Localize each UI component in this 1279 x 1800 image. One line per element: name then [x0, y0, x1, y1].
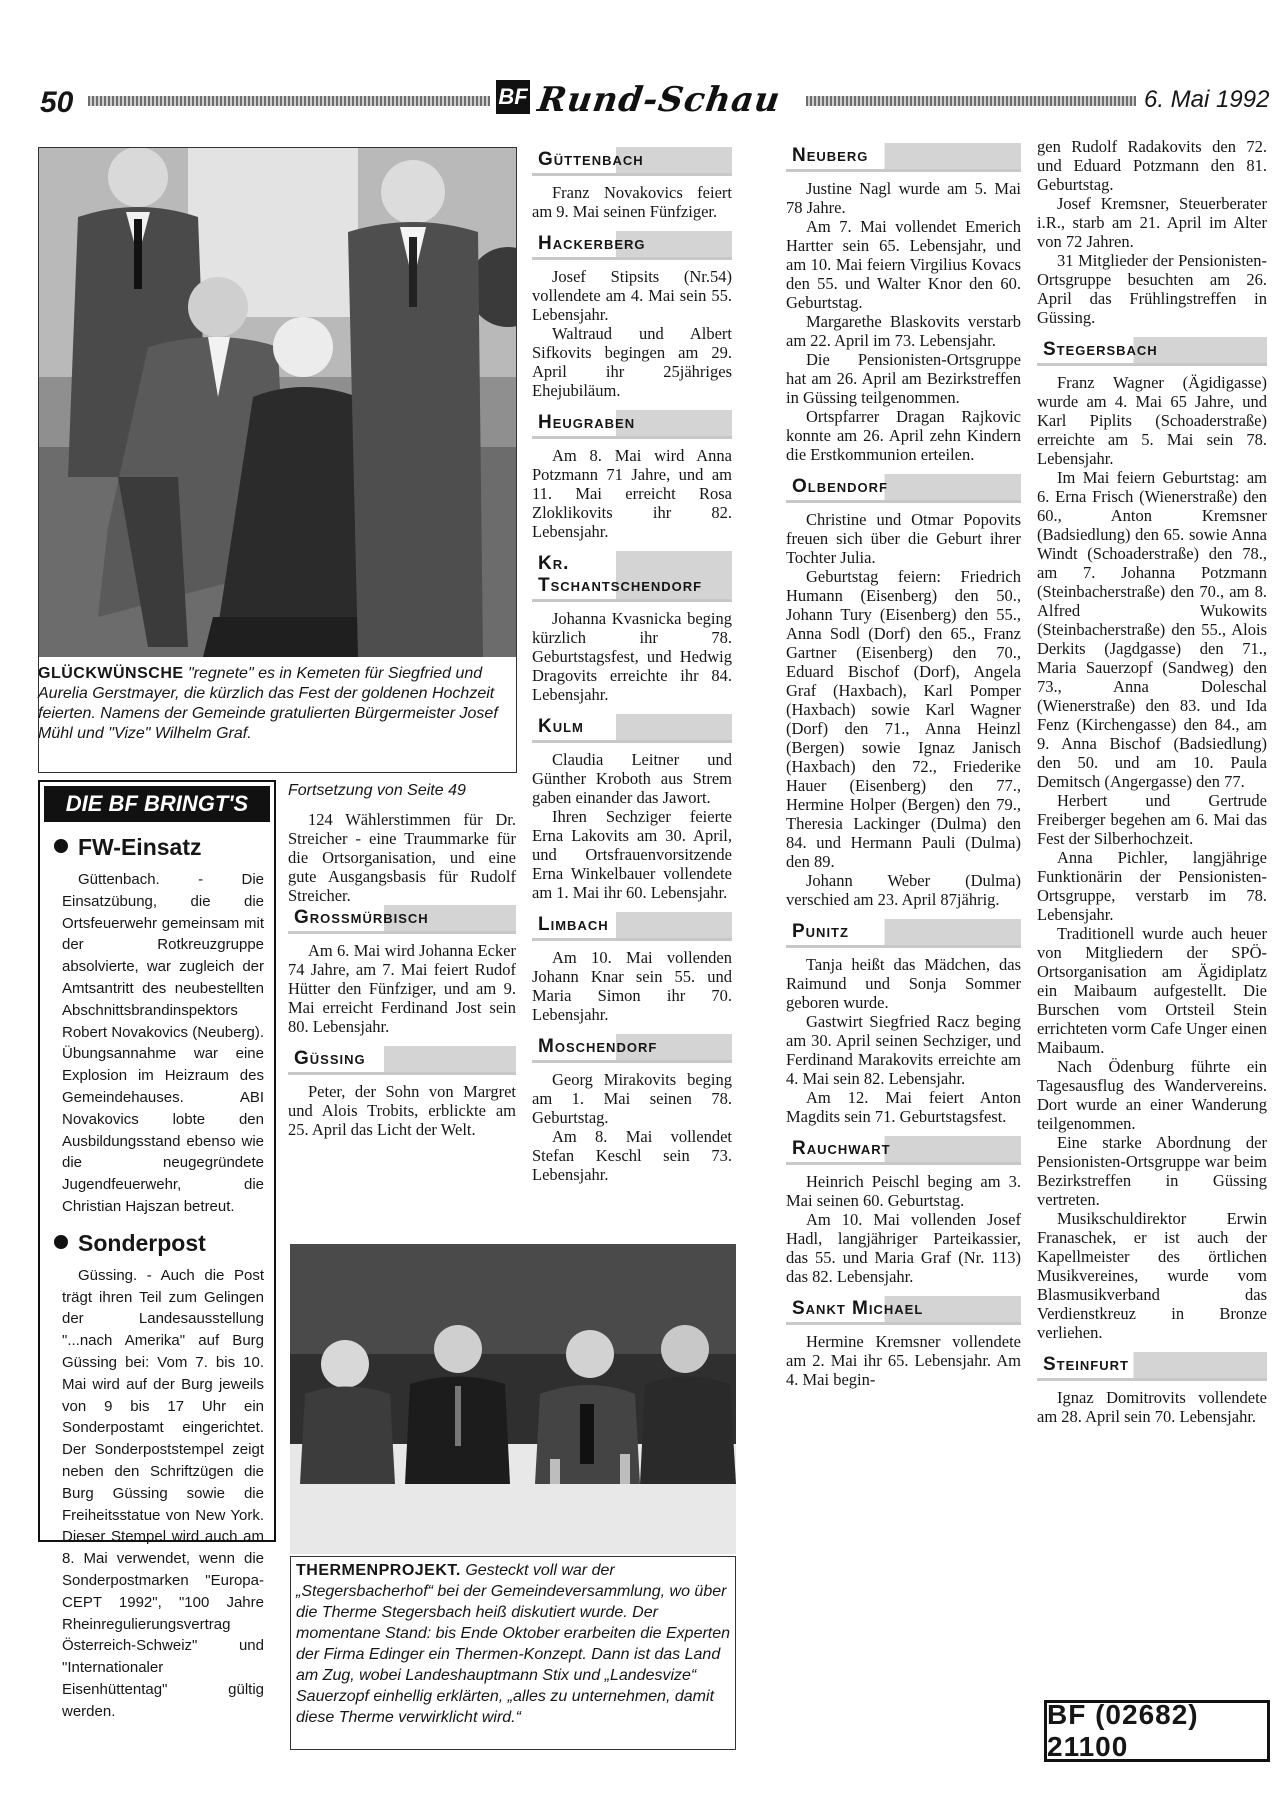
article-paragraph: Hermine Kremsner vollendete am 2. Mai ihr 65. Lebensjahr. Am 4. Mai begin-: [786, 1332, 1021, 1389]
header-rule-right: [806, 96, 1136, 106]
continuation-label: Fortsetzung von Seite 49: [288, 782, 466, 799]
section-heading: Sankt Michael: [786, 1296, 1021, 1325]
article-paragraph: Traditionell wurde auch heuer von Mitgliedern der SPÖ-Ortsorganisation am Ägidiplatz ein Maibaum aufgestellt. Die Burschen vom Ortsteil Stein errichteten vorm Cafe Unger einen Maibaum.: [1037, 924, 1267, 1057]
sidebar-heading-fw-einsatz: FW-Einsatz: [54, 834, 274, 861]
sidebar-text-sonderpost: Güssing. - Auch die Post trägt ihren Teil zum Gelingen der Landesausstellung "...nach Amerika" auf Burg Güssing bei: Vom 7. bis 10. Mai wird auf der Burg jeweils von 9 bis 17 Uhr ein Sonderpostamt eingerichtet. Der Sonderpoststempel zeigt neben den Schriftzügen die Burg Güssing sowie die Freiheitsstatue von New York. Dieser Stempel wird auch am 8. Mai verwendet, wenn die Sonderpostmarken "Europa-CEPT 1992", "100 Jahre Rheinregulierungsvertrag Österreich-Schweiz" und "Internationaler Eisenhüttentag" gültig werden.: [62, 1266, 264, 1720]
sidebar-text-fw-einsatz: Güttenbach. - Die Einsatzübung, die die Ortsfeuerwehr gemeinsam mit der Rotkreuzgruppe absolvierte, war zugleich der Amtsantritt des neubestellten Abschnittsbrandinspektors Robert Novakovics (Neuberg). Übungsannahme war eine Explosion im Heizraum des Gemeindehauses. ABI Novakovics lobte den Ausbildungsstand ebenso wie die neugegründete Jugendfeuerwehr, die Christian Hajszan betreut.: [62, 871, 264, 1215]
caption-text: "regnete" es in Kemeten für Siegfried und Aurelia Gerstmayer, die kürzlich das Fest der goldenen Hochzeit feierten. Namens der Gemeinde gratulierten Bürgermeister Josef Mühl und "Vize" Wilhelm Graf.: [38, 665, 498, 742]
article-paragraph: Am 8. Mai wird Anna Potzmann 71 Jahre, und am 11. Mai erreicht Rosa Zloklikovits ihr 82. Lebensjahr.: [532, 446, 732, 541]
section-heading: Grossmürbisch: [288, 905, 516, 934]
section-heading: Güssing: [288, 1046, 516, 1075]
article-paragraph: Johann Weber (Dulma) verschied am 23. April 87jährig.: [786, 871, 1021, 909]
section-heading: Steinfurt: [1037, 1352, 1267, 1381]
article-paragraph: Franz Wagner (Ägidigasse) wurde am 4. Mai 65 Jahre, und Karl Piplits (Schoaderstraße) erreichte am 5. Mai sein 78. Lebensjahr.: [1037, 373, 1267, 468]
section-heading: Güttenbach: [532, 147, 732, 176]
article-paragraph: Am 12. Mai feiert Anton Magdits sein 71. Geburtstagsfest.: [786, 1088, 1021, 1126]
caption-lead: THERMENPROJEKT.: [296, 1562, 461, 1579]
article-paragraph: Waltraud und Albert Sifkovits begingen am 29. April ihr 25jähriges Ehejubiläum.: [532, 324, 732, 400]
article-paragraph: Josef Stipsits (Nr.54) vollendete am 4. Mai sein 55. Lebensjahr.: [532, 267, 732, 324]
section-heading: Kulm: [532, 714, 732, 743]
article-paragraph: Nach Ödenburg führte ein Tagesausflug des Wandervereins. Dort wurde an einer Wanderung teilgenommen.: [1037, 1057, 1267, 1133]
section-heading: Moschendorf: [532, 1034, 732, 1063]
header-rule-left: [88, 96, 490, 106]
photo-stegersbach-meeting: [290, 1244, 736, 1554]
phone-box: BF (02682) 21100: [1044, 1700, 1270, 1762]
article-paragraph: Claudia Leitner und Günther Kroboth aus Strem gaben einander das Jawort.: [532, 750, 732, 807]
article-paragraph: Josef Kremsner, Steuerberater i.R., starb am 21. April im Alter von 72 Jahren.: [1037, 194, 1267, 251]
sidebar-heading-sonderpost: Sonderpost: [54, 1230, 274, 1257]
article-paragraph: Ihren Sechziger feierte Erna Lakovits am 30. April, und Ortsfrauenvorsitzende Erna Winkelbauer vollendete am 1. Mai ihr 60. Lebensjahr.: [532, 807, 732, 902]
column-continuation: [288, 782, 516, 1139]
article-paragraph: Am 10. Mai vollenden Johann Knar sein 55. und Maria Simon ihr 70. Lebensjahr.: [532, 948, 732, 1024]
logo-wordmark: Rund-Schau: [535, 80, 784, 120]
section-heading: Punitz: [786, 919, 1021, 948]
article-paragraph: Die Pensionisten-Ortsgruppe hat am 26. April am Bezirkstreffen in Güssing teilgenommen.: [786, 350, 1021, 407]
issue-date: 6. Mai 1992: [1144, 86, 1270, 113]
article-paragraph: Franz Novakovics feiert am 9. Mai seinen Fünfziger.: [532, 183, 732, 221]
bullet-icon: [54, 1235, 68, 1249]
section-heading: Limbach: [532, 912, 732, 941]
article-paragraph: 124 Wählerstimmen für Dr. Streicher - eine Traummarke für die Ortsorganisation, und eine gute Ausgangsbasis für Rudolf Streicher.: [288, 810, 516, 905]
caption-frame: [290, 1556, 736, 1750]
article-paragraph: Am 8. Mai vollendet Stefan Keschl sein 73. Lebensjahr.: [532, 1127, 732, 1184]
section-heading: Stegersbach: [1037, 337, 1267, 366]
article-paragraph: Am 7. Mai vollendet Emerich Hartter sein 65. Lebensjahr, und am 10. Mai feiern Virgilius Kovacs den 55. und Walter Knor den 60. Geburtstag.: [786, 217, 1021, 312]
article-paragraph: Anna Pichler, langjährige Funktionärin der Pensionisten-Ortsgruppe, verstarb im 78. Lebensjahr.: [1037, 848, 1267, 924]
logo-mark: BF: [496, 80, 530, 114]
article-paragraph: Heinrich Peischl beging am 3. Mai seinen 60. Geburtstag.: [786, 1172, 1021, 1210]
photo-stegersbach-meeting-image: [290, 1244, 736, 1554]
photo-frame: [38, 147, 517, 773]
article-paragraph: Peter, der Sohn von Margret und Alois Trobits, erblickte am 25. April das Licht der Welt.: [288, 1082, 516, 1139]
column-3: [532, 147, 732, 1184]
column-5: [1037, 137, 1267, 1426]
article-paragraph: Herbert und Gertrude Freiberger begehen am 6. Mai das Fest der Silberhochzeit.: [1037, 791, 1267, 848]
article-paragraph: Tanja heißt das Mädchen, das Raimund und Sonja Sommer geboren wurde.: [786, 955, 1021, 1012]
article-paragraph: Am 10. Mai vollenden Josef Hadl, langjähriger Parteikassier, das 55. und Maria Graf (Nr. 113) das 82. Lebensjahr.: [786, 1210, 1021, 1286]
article-paragraph: Gastwirt Siegfried Racz beging am 30. April seinen Sechziger, und Ferdinand Marakovits erreichte am 4. Mai sein 82. Lebensjahr.: [786, 1012, 1021, 1088]
section-heading: Heugraben: [532, 410, 732, 439]
page-number: 50: [40, 86, 74, 119]
section-heading: Rauchwart: [786, 1136, 1021, 1165]
article-paragraph: Johanna Kvasnicka beging kürzlich ihr 78. Geburtstagsfest, und Hedwig Dragovits erreichte ihr 84. Lebensjahr.: [532, 609, 732, 704]
article-paragraph: Margarethe Blaskovits verstarb am 22. April im 73. Lebensjahr.: [786, 312, 1021, 350]
sidebar-box: [38, 780, 276, 1720]
article-paragraph: Am 6. Mai wird Johanna Ecker 74 Jahre, am 7. Mai feiert Rudof Hütter den Fünfziger, und am 9. Mai erreicht Ferdinand Jost sein 80. Lebensjahr.: [288, 941, 516, 1036]
sidebar-title: DIE BF BRINGT'S: [44, 786, 270, 822]
article-paragraph: Justine Nagl wurde am 5. Mai 78 Jahre.: [786, 179, 1021, 217]
article-paragraph: Eine starke Abordnung der Pensionisten-Ortsgruppe war beim Bezirkstreffen in Güssing vertreten.: [1037, 1133, 1267, 1209]
caption-text: Gesteckt voll war der „Stegersbacherhof“ bei der Gemeindeversammlung, wo über die Therme Stegersbach heiß diskutiert wurde. Der momentane Stand: bis Ende Oktober erarbeiten die Experten der Firma Edinger ein Thermen-Konzept. Dann ist das Land am Zug, wobei Landeshauptmann Stix und „Landesvize“ Sauerzopf einhellig erklärten, „alles zu unternehmen, damit diese Therme verwirklicht wird.“: [296, 1562, 731, 1726]
article-paragraph: Im Mai feiern Geburtstag: am 6. Erna Frisch (Wienerstraße) den 60., Anton Kremsner (Badsiedlung) den 65. sowie Anna Windt (Schoaderstraße) den 78., am 7. Johanna Potzmann (Steinbacherstraße) den 70., am 8. Alfred Wukowits (Steinbacherstraße) den 55., Alois Derkits (Jagdgasse) den 71., Maria Sauerzopf (Sandweg) den 73., Anna Doleschal (Wienerstraße) den 83. und Ida Fenz (Kirchengasse) den 84., am 9. Anna Bischof (Badsiedlung) den 50. und am 10. Paula Demitsch (Angergasse) den 77.: [1037, 468, 1267, 791]
article-paragraph: Ortspfarrer Dragan Rajkovic konnte am 26. April zehn Kindern die Erstkommunion erteilen.: [786, 407, 1021, 464]
bullet-icon: [54, 839, 68, 853]
section-heading: Neuberg: [786, 143, 1021, 172]
caption-lead: GLÜCKWÜNSCHE: [38, 665, 184, 682]
article-paragraph: Musikschuldirektor Erwin Franaschek, er ist auch der Kapellmeister des örtlichen Musikvereines, wurde vom Blasmusikverband das Verdienstkreuz in Bronze verliehen.: [1037, 1209, 1267, 1342]
article-paragraph: gen Rudolf Radakovits den 72. und Eduard Potzmann den 81. Geburtstag.: [1037, 137, 1267, 194]
article-paragraph: Geburtstag feiern: Friedrich Humann (Eisenberg) den 50., Johann Tury (Eisenberg) den 55., Anna Sodl (Dorf) den 65., Franz Gartner (Eisenberg) den 70., Eduard Bischof (Dorf), Angela Graf (Haxbach), Karl Pomper (Haxbach) sowie Karl Wagner (Dorf) den 71., Anna Heinzl (Bergen) sowie Ignaz Janisch (Haxbach) den 72., Friederike Hauer (Eisenberg) den 77., Hermine Holper (Bergen) den 79., Theresia Lackinger (Dulma) den 84. und Hermann Pauli (Dulma) den 89.: [786, 567, 1021, 871]
column-4: [786, 143, 1021, 1389]
article-paragraph: Georg Mirakovits beging am 1. Mai seinen 78. Geburtstag.: [532, 1070, 732, 1127]
section-heading: Kr. Tschantschendorf: [532, 551, 732, 602]
section-heading: Hackerberg: [532, 231, 732, 260]
section-heading: Olbendorf: [786, 474, 1021, 503]
article-paragraph: Christine und Otmar Popovits freuen sich über die Geburt ihrer Tochter Julia.: [786, 510, 1021, 567]
article-paragraph: Ignaz Domitrovits vollendete am 28. April sein 70. Lebensjahr.: [1037, 1388, 1267, 1426]
article-paragraph: 31 Mitglieder der Pensionisten-Ortsgruppe besuchten am 26. April das Frühlingstreffen in Güssing.: [1037, 251, 1267, 327]
